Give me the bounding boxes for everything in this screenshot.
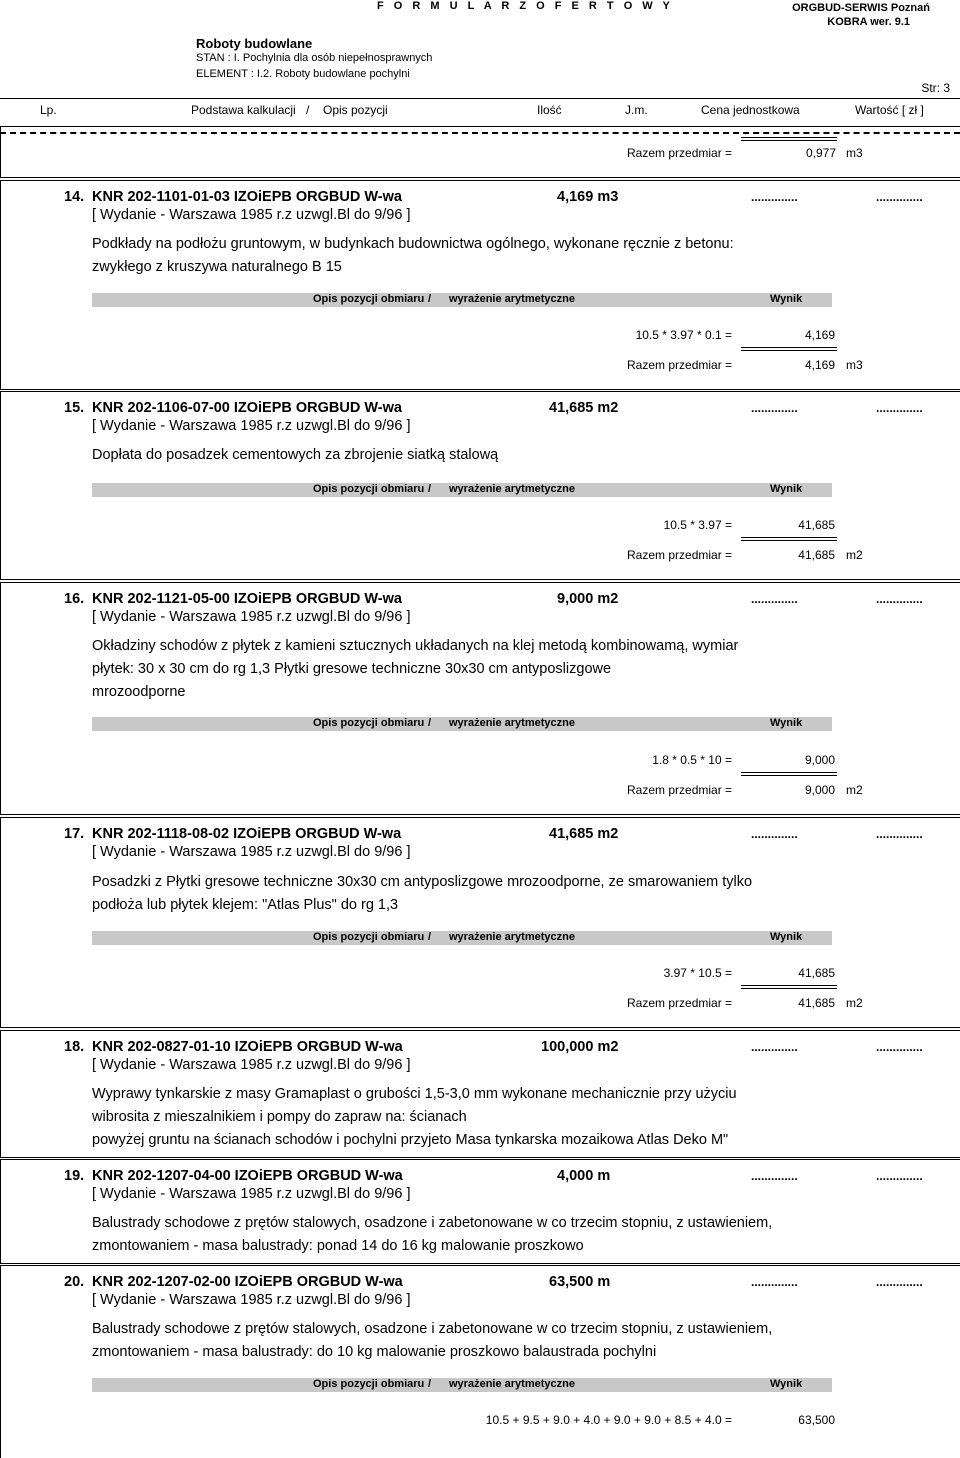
total-unit: m2 xyxy=(846,783,863,797)
item-quantity: 63,500 m xyxy=(549,1274,611,1290)
measurement-header xyxy=(92,293,832,307)
item-desc-line1: Balustrady schodowe z prętów stalowych, osadzone i zabetonowane w co trzecim stopniu, z ustawieniem, xyxy=(92,1215,773,1231)
value-dots: .............. xyxy=(876,592,923,606)
item-desc-line2: płytek: 30 x 30 cm do rg 1,3 Płytki gresowe techniczne 30x30 cm antyposlizgowe xyxy=(92,661,612,677)
unit-price-dots: .............. xyxy=(751,1040,798,1054)
meas-label: Opis pozycji obmiaru xyxy=(313,931,425,943)
header-rule xyxy=(0,98,960,99)
edition-note: [ Wydanie - Warszawa 1985 r.z uzwgl.Bl do 9/96 ] xyxy=(92,1186,411,1202)
meas-value: 9,000 xyxy=(804,753,835,767)
meas-expr: wyrażenie arytmetyczne xyxy=(449,931,575,943)
unit-price-dots: .............. xyxy=(751,827,798,841)
item-quantity: 100,000 m2 xyxy=(541,1039,619,1055)
item-desc-line3: powyżej gruntu na ścianach schodów i pochylni przyjeto Masa tynkarska mozaikowa Atlas Deko M" xyxy=(92,1132,729,1148)
item-desc-line2: zmontowaniem - masa balustrady: do 10 kg malowanie proszkowo balaustrada pochylni xyxy=(92,1344,657,1360)
item-code: KNR 202-1101-01-03 IZOiEPB ORGBUD W-wa xyxy=(92,189,402,205)
total-value: 0,977 xyxy=(806,146,837,160)
total-unit: m3 xyxy=(846,146,863,160)
item-number: 20. xyxy=(64,1274,85,1290)
unit-price-dots: .............. xyxy=(751,1169,798,1183)
col-unit: J.m. xyxy=(625,103,648,117)
edition-note: [ Wydanie - Warszawa 1985 r.z uzwgl.Bl do 9/96 ] xyxy=(92,418,411,434)
col-value: Wartość [ zł ] xyxy=(855,103,924,117)
prev-item-box xyxy=(0,126,960,178)
value-dots: .............. xyxy=(876,1169,923,1183)
value-dots: .............. xyxy=(876,1275,923,1289)
item-number: 16. xyxy=(64,591,85,607)
meas-expression: 10.5 * 3.97 = xyxy=(663,518,732,532)
item-code: KNR 202-1121-05-00 IZOiEPB ORGBUD W-wa xyxy=(92,591,402,607)
total-label: Razem przedmiar = xyxy=(627,996,733,1010)
total-label: Razem przedmiar = xyxy=(627,783,733,797)
software-version: KOBRA wer. 9.1 xyxy=(827,16,910,28)
meas-label: Opis pozycji obmiaru xyxy=(313,293,425,305)
double-rule xyxy=(741,537,837,541)
unit-price-dots: .............. xyxy=(751,190,798,204)
item-code: KNR 202-1106-07-00 IZOiEPB ORGBUD W-wa xyxy=(92,400,402,416)
item-20 xyxy=(0,1265,960,1458)
item-quantity: 9,000 m2 xyxy=(557,591,619,607)
meas-label: Opis pozycji obmiaru xyxy=(313,1378,425,1390)
item-desc-line2: wibrosita z mieszalnikiem i pompy do zapraw na: ścianach xyxy=(92,1109,467,1125)
item-number: 15. xyxy=(64,400,85,416)
meas-expression: 10.5 * 3.97 * 0.1 = xyxy=(635,328,732,342)
total-unit: m2 xyxy=(846,996,863,1010)
measurement-header xyxy=(92,931,832,945)
page-number: Str: 3 xyxy=(921,81,950,95)
item-quantity: 41,685 m2 xyxy=(549,826,619,842)
edition-note: [ Wydanie - Warszawa 1985 r.z uzwgl.Bl do 9/96 ] xyxy=(92,1292,411,1308)
total-label: Razem przedmiar = xyxy=(627,358,733,372)
meas-result: Wynik xyxy=(770,1378,803,1390)
edition-note: [ Wydanie - Warszawa 1985 r.z uzwgl.Bl do 9/96 ] xyxy=(92,609,411,625)
item-desc-line1: Okładziny schodów z płytek z kamieni sztucznych układanych na klej metodą kombinowamą, wymiar xyxy=(92,638,739,654)
item-15 xyxy=(0,391,960,580)
total-value: 41,685 xyxy=(798,548,835,562)
double-rule xyxy=(741,772,837,776)
item-desc-line2: zmontowaniem - masa balustrady: ponad 14 do 16 kg malowanie proszkowo xyxy=(92,1238,584,1254)
item-desc-line1: Posadzki z Płytki gresowe techniczne 30x30 cm antyposlizgowe mrozoodporne, ze smarowaniem tylko xyxy=(92,874,753,890)
meas-result: Wynik xyxy=(770,293,803,305)
item-17 xyxy=(0,817,960,1028)
item-code: KNR 202-1118-08-02 IZOiEPB ORGBUD W-wa xyxy=(92,826,402,842)
meas-expression: 3.97 * 10.5 = xyxy=(663,966,732,980)
meas-result: Wynik xyxy=(770,931,803,943)
total-value: 4,169 xyxy=(804,358,835,372)
total-label: Razem przedmiar = xyxy=(627,146,733,160)
total-unit: m2 xyxy=(846,548,863,562)
value-dots: .............. xyxy=(876,190,923,204)
document-title: Roboty budowlane xyxy=(196,36,313,51)
meas-expression: 10.5 + 9.5 + 9.0 + 4.0 + 9.0 + 9.0 + 8.5 + 4.0 = xyxy=(485,1413,732,1427)
col-basis: Podstawa kalkulacji xyxy=(191,103,296,117)
value-dots: .............. xyxy=(876,827,923,841)
item-quantity: 41,685 m2 xyxy=(549,400,619,416)
meas-sep: / xyxy=(428,483,432,495)
meas-value: 41,685 xyxy=(798,518,835,532)
company-name: ORGBUD-SERWIS Poznań xyxy=(792,2,930,14)
meas-value: 63,500 xyxy=(798,1413,835,1427)
item-desc-line2: podłoża lub płytek klejem: "Atlas Plus" do rg 1,3 xyxy=(92,897,399,913)
item-18 xyxy=(0,1030,960,1158)
measurement-header xyxy=(92,483,832,497)
item-19 xyxy=(0,1159,960,1264)
item-desc-line1: Balustrady schodowe z prętów stalowych, osadzone i zabetonowane w co trzecim stopniu, z ustawieniem, xyxy=(92,1321,773,1337)
meas-expr: wyrażenie arytmetyczne xyxy=(449,483,575,495)
form-title: F O R M U L A R Z O F E R T O W Y xyxy=(377,0,674,12)
unit-price-dots: .............. xyxy=(751,1275,798,1289)
item-code: KNR 202-0827-01-10 IZOiEPB ORGBUD W-wa xyxy=(92,1039,403,1055)
double-rule xyxy=(741,985,837,989)
value-dots: .............. xyxy=(876,401,923,415)
element-label: ELEMENT : I.2. Roboty budowlane pochylni xyxy=(196,68,410,80)
meas-expr: wyrażenie arytmetyczne xyxy=(449,1378,575,1390)
meas-sep: / xyxy=(428,293,432,305)
item-number: 17. xyxy=(64,826,85,842)
item-desc-line2: zwykłego z kruszywa naturalnego B 15 xyxy=(92,259,342,275)
unit-price-dots: .............. xyxy=(751,401,798,415)
meas-result: Wynik xyxy=(770,483,803,495)
item-desc-line1: Dopłata do posadzek cementowych za zbrojenie siatką stalową xyxy=(92,447,499,463)
edition-note: [ Wydanie - Warszawa 1985 r.z uzwgl.Bl do 9/96 ] xyxy=(92,1057,411,1073)
col-desc: Opis pozycji xyxy=(323,103,388,117)
meas-label: Opis pozycji obmiaru xyxy=(313,483,425,495)
meas-value: 4,169 xyxy=(804,328,835,342)
total-label: Razem przedmiar = xyxy=(627,548,733,562)
meas-value: 41,685 xyxy=(798,966,835,980)
item-14 xyxy=(0,180,960,390)
col-qty: Ilość xyxy=(537,103,562,117)
col-price: Cena jednostkowa xyxy=(701,103,800,117)
meas-result: Wynik xyxy=(770,717,803,729)
meas-label: Opis pozycji obmiaru xyxy=(313,717,425,729)
edition-note: [ Wydanie - Warszawa 1985 r.z uzwgl.Bl do 9/96 ] xyxy=(92,207,411,223)
total-value: 9,000 xyxy=(804,783,835,797)
item-desc-line1: Podkłady na podłożu gruntowym, w budynkach budownictwa ogólnego, wykonane ręcznie z betonu: xyxy=(92,236,734,252)
stan-label: STAN : I. Pochylnia dla osób niepełnosprawnych xyxy=(196,52,433,64)
item-quantity: 4,169 m3 xyxy=(557,189,619,205)
double-rule xyxy=(741,137,837,141)
value-dots: .............. xyxy=(876,1040,923,1054)
meas-expr: wyrażenie arytmetyczne xyxy=(449,293,575,305)
item-desc-line1: Wyprawy tynkarskie z masy Gramaplast o grubości 1,5-3,0 mm wykonane mechanicznie przy użyciu xyxy=(92,1086,737,1102)
meas-expr: wyrażenie arytmetyczne xyxy=(449,717,575,729)
edition-note: [ Wydanie - Warszawa 1985 r.z uzwgl.Bl do 9/96 ] xyxy=(92,844,411,860)
unit-price-dots: .............. xyxy=(751,592,798,606)
meas-expression: 1.8 * 0.5 * 10 = xyxy=(652,753,732,767)
col-sep: / xyxy=(306,103,310,117)
item-quantity: 4,000 m xyxy=(557,1168,611,1184)
item-code: KNR 202-1207-04-00 IZOiEPB ORGBUD W-wa xyxy=(92,1168,403,1184)
col-lp: Lp. xyxy=(40,103,57,117)
measurement-header xyxy=(92,717,832,731)
item-number: 18. xyxy=(64,1039,85,1055)
item-16 xyxy=(0,582,960,815)
total-value: 41,685 xyxy=(798,996,835,1010)
meas-sep: / xyxy=(428,931,432,943)
total-unit: m3 xyxy=(846,358,863,372)
measurement-header xyxy=(92,1378,832,1392)
item-number: 19. xyxy=(64,1168,85,1184)
item-code: KNR 202-1207-02-00 IZOiEPB ORGBUD W-wa xyxy=(92,1274,403,1290)
meas-sep: / xyxy=(428,717,432,729)
item-number: 14. xyxy=(64,189,85,205)
item-desc-line3: mrozoodporne xyxy=(92,684,186,700)
meas-sep: / xyxy=(428,1378,432,1390)
double-rule xyxy=(741,347,837,351)
